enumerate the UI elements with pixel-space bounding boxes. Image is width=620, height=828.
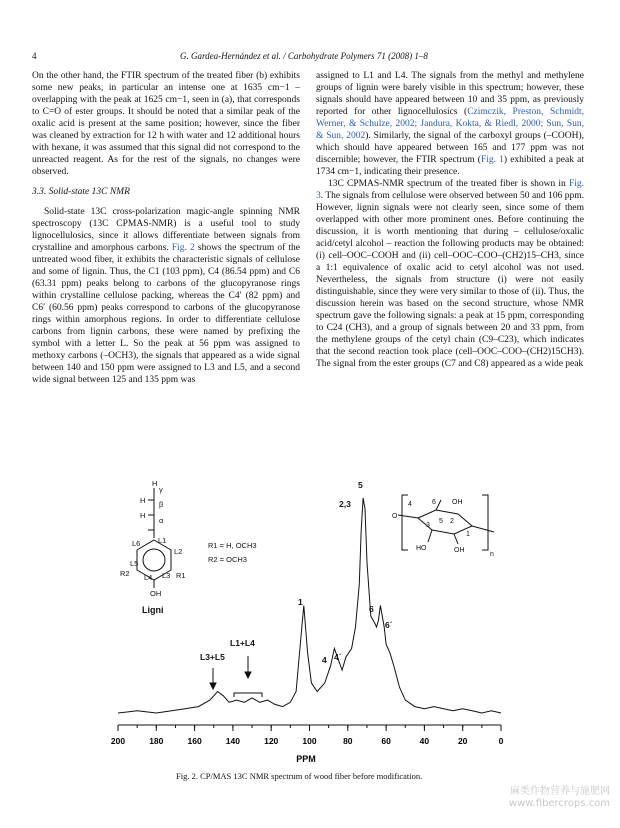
right-column [316, 70, 584, 370]
x-tick-label: 180 [149, 736, 164, 746]
watermark-line: www.fibercrops.com [508, 798, 610, 809]
watermark-line: 麻类作物营养与施肥网 [510, 786, 610, 797]
label: α [159, 516, 164, 525]
x-tick-label: 140 [225, 736, 240, 746]
lignin-name: Ligni [142, 605, 164, 615]
peak-label-l1-l4: L1+L4 [230, 638, 255, 648]
x-tick-label: 80 [343, 736, 353, 746]
peak-label-1: 1 [298, 597, 303, 607]
label: 4 [408, 501, 412, 508]
spectrum-line [118, 498, 501, 713]
x-tick-label: 60 [381, 736, 391, 746]
nmr-figure [96, 470, 526, 770]
label: H [140, 511, 146, 520]
paragraph: On the other hand, the FTIR spectrum of the treated fiber (b) exhibits some new peaks, in particular an intense one at 1635 cm−1 – overlapping with the peak at 1625 cm−1, seen in (a), that corresponds to C=O of ester groups. It should be noted that a similar peak of the oxalic acid is present at the same position; however, since the fiber was cleaned by extraction for 12 h with water and 12 additional hours with hexane, it was assumed that this signal did not correspond to the unreacted reagent. As for the rest of the signals, no changes were observed. [32, 71, 300, 177]
aromatic-circle [143, 549, 165, 571]
label: H [152, 479, 158, 488]
label: L5 [130, 559, 139, 568]
annotation-marks [210, 656, 262, 697]
x-tick-label: 40 [419, 736, 430, 746]
label: L3 [162, 571, 171, 580]
peak-label-6-prime: 6´ [385, 620, 393, 630]
text-run: . The signals from cellulose were observed between 50 and 106 ppm. However, lignin signals were not clearly seen, since some of them overlapped with other more prominent ones. Before continuing the discussion, it is worth mentioning that during – cellulose/oxalic acid/cetyl alcohol – reaction the following products may be obtained: (i) cell–OOC–COOH and (ii) cell–OOC–COO–(CH2)15–CH3, since a 1:1 equivalence of oxalic acid to cetyl alcohol was not used. Nevertheless, the signals from structure (i) were not easily distinguishable, since they were very similar to those of (ii). Thus, the discussion herein was based on the second structure, whose NMR spectrum gave the following signals: a peak at 15 ppm, corresponding to C24 (CH3), and a group of signals between 20 and 33 ppm, from the methylene groups of the cetyl chain (C9–C23), which indicates that the second reaction took place (cell–OOC–COO–(CH2)15CH3). The signal from the ester groups (C7 and C8) appeared as a wide peak [316, 191, 584, 369]
peak-label-2-3: 2,3 [339, 499, 351, 509]
figure-link[interactable]: Fig. 2 [171, 243, 195, 253]
bracket-right [482, 495, 488, 550]
label: L6 [132, 539, 141, 548]
peak-label-4: 4 [322, 655, 327, 665]
bond-line [398, 515, 418, 518]
label: 2 [450, 518, 454, 525]
peak-label-4-prime: 4´ [334, 652, 342, 662]
peak-labels [200, 480, 393, 665]
paragraph [316, 178, 584, 370]
label: O [392, 513, 398, 520]
label: R1 [176, 571, 186, 580]
text-run: Solid-state 13C cross-polarization magic-angle spinning NMR spectroscopy (13C CPMAS-NMR) is a useful tool to study lignocellulosics, since it allows differentiate between signals from crystalline and amorphous carbons. [32, 207, 300, 253]
label: γ [159, 485, 163, 494]
x-tick-label: 100 [302, 736, 317, 746]
figure-link[interactable]: Fig. 1 [480, 155, 504, 165]
peak-label-5: 5 [358, 480, 363, 490]
bond-line [436, 500, 441, 510]
text-run: ) exhibited a peak at 1734 cm−1, indicating their presence. [316, 155, 584, 177]
text-run: shows the spectrum of the untreated wood fiber, it exhibits the characteristic signals of cellulose and some of lignin. Thus, the C1 (103 ppm), C4 (86.54 ppm) and C6 (63.31 ppm) peaks belong to carbons of the glucopyranose rings within crystalline cellulose packing, whereas the C4′ (82 ppm) and C6′ (60.56 ppm) peaks correspond to carbons of the glucopyranose rings within amorphous regions. In order to differentiate cellulose carbons from lignin carbons, these were named by prefixing the symbol with a letter L. So the peak at 56 ppm was assigned to methoxy carbons (–OCH3), the signals that appeared as a wide signal between 140 and 150 ppm were assigned to L3 and L5, and a second wide signal between 125 and 135 ppm was [32, 243, 300, 385]
label: 5 [439, 518, 443, 525]
figure-caption: Fig. 2. CP/MAS 13C NMR spectrum of wood fiber before modification. [176, 771, 423, 781]
label: HO [416, 545, 427, 552]
label: 6 [432, 499, 436, 506]
label: R2 = OCH3 [208, 555, 247, 564]
label: H [140, 496, 146, 505]
bond-line [472, 526, 494, 532]
label: L2 [174, 547, 183, 556]
cellulose-labels [392, 499, 494, 558]
peak-label-6: 6 [369, 604, 374, 614]
bond-line [454, 534, 458, 544]
label: R2 [120, 569, 130, 578]
label: 1 [466, 531, 470, 538]
bracket-mark [234, 693, 262, 697]
left-column [32, 70, 300, 386]
nmr-spectrum-chart [96, 470, 526, 770]
watermark [509, 786, 610, 810]
page-number: 4 [32, 51, 37, 61]
x-tick-label: 120 [264, 736, 279, 746]
label: n [490, 551, 494, 558]
x-axis-ticks [111, 725, 504, 746]
label: 3 [426, 522, 430, 529]
label: OH [150, 589, 162, 598]
running-title: G. Gardea-Hernández et al. / Carbohydrate Polymers 71 (2008) 1–8 [180, 51, 428, 61]
label: β [159, 500, 164, 509]
paragraph [32, 206, 300, 386]
label: L4 [144, 573, 153, 582]
text-run: assigned to L1 and L4. The signals from the methyl and methylene groups of lignin were barely visible in this spectrum; however, these signals should have appeared between 10 and 35 ppm, as previously reported for other lignocellulosics ( [316, 71, 584, 117]
section-heading: 3.3. Solid-state 13C NMR [32, 187, 130, 197]
x-tick-label: 160 [187, 736, 202, 746]
label: OH [452, 499, 463, 506]
label: OH [454, 547, 465, 554]
cellulose-structure [398, 495, 494, 550]
arrow-head [245, 672, 251, 678]
x-tick-label: 0 [498, 736, 504, 746]
arrow-head [210, 683, 216, 689]
x-axis-title: PPM [296, 754, 316, 764]
label: L1 [158, 536, 167, 545]
text-run: 13C CPMAS-NMR spectrum of the treated fiber is shown in [328, 179, 569, 189]
bond-line [428, 530, 432, 542]
text-run: ). Similarly, the signal of the carboxyl groups (–COOH), which should have appeared between 165 and 177 ppm was not discernible; however, the FTIR spectrum ( [316, 131, 584, 165]
label: R1 = H, OCH3 [208, 541, 257, 550]
peak-label-l3-l5: L3+L5 [200, 652, 225, 662]
paragraph [316, 70, 584, 178]
figure-link[interactable]: Fig. 3 [316, 179, 584, 201]
lignin-labels [120, 479, 257, 615]
citation-link[interactable]: Czimczik, Preston, Schmidt, Werner, & Schulze, 2002; Jandura, Kokta, & Riedl, 2000; Sun, Sun, & Sun, 2002 [316, 107, 584, 141]
x-tick-label: 20 [457, 736, 468, 746]
x-tick-label: 200 [110, 736, 126, 746]
